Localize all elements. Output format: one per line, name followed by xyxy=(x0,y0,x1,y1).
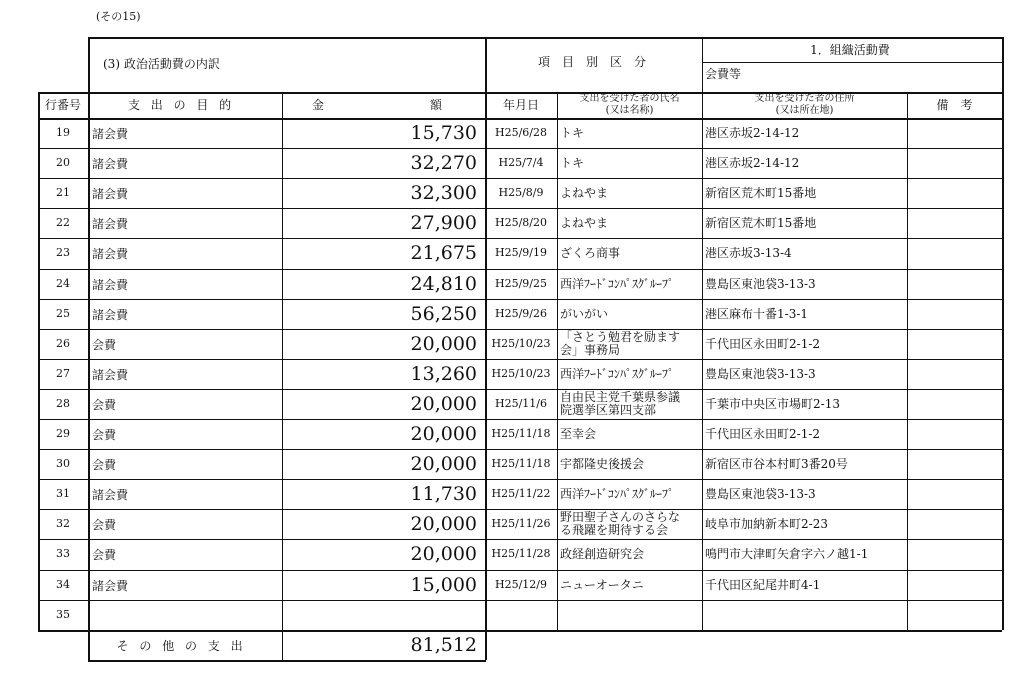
col-header-date: 年月日 xyxy=(502,98,539,112)
row-number: 28 xyxy=(56,396,70,410)
purpose-col-line xyxy=(88,37,90,660)
row-purpose: 諸会費 xyxy=(92,187,129,202)
row-number: 22 xyxy=(56,216,70,230)
row-payee-name: 西洋ﾌｰﾄﾞｺﾝﾊﾟｽｸﾞﾙｰﾌﾟ xyxy=(560,487,675,502)
row-line xyxy=(38,299,1002,300)
row-payee-address: 港区赤坂2-14-12 xyxy=(705,126,800,141)
row-date: H25/10/23 xyxy=(491,336,551,350)
row-payee-name: よねやま xyxy=(560,216,609,231)
row-amount: 32,300 xyxy=(410,182,477,205)
row-date: H25/9/26 xyxy=(495,306,547,320)
row-number: 21 xyxy=(56,186,70,200)
row-amount: 21,675 xyxy=(410,242,477,265)
row-purpose: 諸会費 xyxy=(92,217,129,232)
row-date: H25/6/28 xyxy=(495,126,547,140)
remarks-col-line xyxy=(907,92,908,630)
row-amount: 56,250 xyxy=(410,302,477,325)
row-number: 33 xyxy=(56,547,70,561)
row-amount: 20,000 xyxy=(410,392,477,415)
row-purpose: 諸会費 xyxy=(92,157,129,172)
row-line xyxy=(38,539,1002,540)
row-date: H25/11/22 xyxy=(491,487,551,501)
row-payee-address: 港区麻布十番1-3-1 xyxy=(705,306,809,321)
row-payee-name: 野田聖子さんのさらな xyxy=(560,510,681,525)
row-amount: 20,000 xyxy=(410,332,477,355)
row-amount: 15,000 xyxy=(410,573,477,596)
row-payee-name: トキ xyxy=(560,156,585,171)
row-amount: 11,730 xyxy=(410,483,477,506)
row-line xyxy=(38,208,1002,209)
row-payee-address: 豊島区東池袋3-13-3 xyxy=(705,487,816,502)
row-date: H25/11/28 xyxy=(491,547,551,561)
row-date: H25/8/9 xyxy=(498,186,544,200)
row-amount: 20,000 xyxy=(410,513,477,536)
row-purpose: 諸会費 xyxy=(92,488,129,503)
row-purpose: 会費 xyxy=(92,548,117,563)
col-header-name-2: (又は名称) xyxy=(605,105,654,116)
row-line xyxy=(38,479,1002,480)
row-line xyxy=(38,329,1002,330)
section-title: (3) 政治活動費の内訳 xyxy=(103,57,220,71)
col-header-address-1: 支出を受けた者の住所 xyxy=(754,93,855,104)
row-number: 24 xyxy=(56,276,70,290)
row-number: 19 xyxy=(56,126,70,140)
row-date: H25/11/18 xyxy=(491,427,551,441)
row-purpose: 諸会費 xyxy=(92,127,129,142)
row-line xyxy=(38,238,1002,239)
row-date: H25/11/26 xyxy=(491,517,551,531)
row-line xyxy=(38,389,1002,390)
address-col-line xyxy=(702,37,703,630)
col-header-amount-2: 額 xyxy=(430,98,443,112)
row-payee-address: 港区赤坂2-14-12 xyxy=(705,156,800,171)
row-purpose: 諸会費 xyxy=(92,277,129,292)
row-purpose: 諸会費 xyxy=(92,367,129,382)
row-amount: 13,260 xyxy=(410,362,477,385)
row-number: 32 xyxy=(56,517,70,531)
row-purpose: 諸会費 xyxy=(92,578,129,593)
category-main: 1．組織活動費 xyxy=(810,43,890,57)
row-number: 31 xyxy=(56,487,70,501)
row-payee-name-2: 会」事務局 xyxy=(560,342,621,357)
category-sub: 会費等 xyxy=(705,67,742,81)
row-payee-name: 政経創造研究会 xyxy=(560,547,645,562)
col-header-remarks: 備 考 xyxy=(936,98,973,112)
col-header-address-2: (又は所在地) xyxy=(775,105,834,116)
row-amount: 20,000 xyxy=(410,543,477,566)
row-amount: 24,810 xyxy=(410,272,477,295)
row-purpose: 会費 xyxy=(92,518,117,533)
other-expenses-amount: 81,512 xyxy=(410,633,477,656)
category-heading: 項 目 別 区 分 xyxy=(537,55,646,69)
row-payee-name: ニューオータニ xyxy=(560,577,644,592)
row-payee-address: 港区赤坂3-13-4 xyxy=(705,246,792,261)
row-number: 26 xyxy=(56,336,70,350)
row-line xyxy=(38,178,1002,179)
row-line xyxy=(38,630,1002,632)
row-payee-address: 新宿区荒木町15番地 xyxy=(705,216,817,231)
row-line xyxy=(38,570,1002,571)
row-date: H25/11/18 xyxy=(491,457,551,471)
row-payee-name: ざくろ商事 xyxy=(560,246,621,261)
row-number: 20 xyxy=(56,156,70,170)
row-amount: 20,000 xyxy=(410,453,477,476)
row-number: 29 xyxy=(56,427,70,441)
other-expenses-label: その他の支出 xyxy=(116,638,254,653)
row-purpose: 会費 xyxy=(92,428,117,443)
col-header-row-no: 行番号 xyxy=(44,98,81,112)
page-label: (その15) xyxy=(96,10,141,23)
row-payee-name: 西洋ﾌｰﾄﾞｺﾝﾊﾟｽｸﾞﾙｰﾌﾟ xyxy=(560,366,675,381)
row-purpose: 諸会費 xyxy=(92,247,129,262)
row-purpose: 会費 xyxy=(92,458,117,473)
row-purpose: 諸会費 xyxy=(92,307,129,322)
row-date: H25/9/25 xyxy=(495,276,547,290)
row-payee-name: 自由民主党千葉県参議 xyxy=(560,389,681,404)
row-payee-name: 西洋ﾌｰﾄﾞｺﾝﾊﾟｽｸﾞﾙｰﾌﾟ xyxy=(560,276,675,291)
header-top-line xyxy=(88,37,1002,39)
row-payee-address: 豊島区東池袋3-13-3 xyxy=(705,276,816,291)
row-date: H25/8/20 xyxy=(495,216,547,230)
col-header-name-1: 支出を受けた者の氏名 xyxy=(579,93,680,104)
row-date: H25/10/23 xyxy=(491,366,551,380)
right-border xyxy=(1002,37,1004,630)
row-payee-address: 岐阜市加納新本町2-23 xyxy=(705,517,828,532)
row-purpose: 会費 xyxy=(92,397,117,412)
row-payee-name-2: る飛躍を期待する会 xyxy=(560,523,669,538)
row-date: H25/7/4 xyxy=(498,156,544,170)
row-purpose: 会費 xyxy=(92,337,117,352)
row-date: H25/11/6 xyxy=(495,396,547,410)
row-line xyxy=(38,419,1002,420)
row-number: 25 xyxy=(56,306,70,320)
summary-bottom-line xyxy=(88,660,486,662)
row-payee-address: 千代田区永田町2-1-2 xyxy=(705,336,821,351)
row-number: 35 xyxy=(56,607,70,621)
row-payee-address: 新宿区市谷本村町3番20号 xyxy=(705,457,848,472)
header-bottom-line xyxy=(38,118,1002,120)
row-number: 23 xyxy=(56,246,70,260)
row-payee-name: 至幸会 xyxy=(560,427,597,442)
row-payee-name-2: 院選挙区第四支部 xyxy=(560,402,657,417)
row-payee-name: トキ xyxy=(560,126,585,141)
row-date: H25/9/19 xyxy=(495,246,547,260)
row-line xyxy=(38,509,1002,510)
row-line xyxy=(38,359,1002,360)
row-payee-name: がいがい xyxy=(560,306,609,321)
row-date: H25/12/9 xyxy=(495,577,547,591)
col-header-purpose: 支出の目的 xyxy=(127,98,242,112)
row-number: 30 xyxy=(56,457,70,471)
row-line xyxy=(38,600,1002,601)
row-amount: 27,900 xyxy=(410,212,477,235)
row-amount: 15,730 xyxy=(410,122,477,145)
row-line xyxy=(38,269,1002,270)
category-divider xyxy=(702,62,1002,63)
row-amount: 32,270 xyxy=(410,152,477,175)
col-header-amount-1: 金 xyxy=(312,98,325,112)
row-amount: 20,000 xyxy=(410,423,477,446)
row-payee-name: よねやま xyxy=(560,186,609,201)
row-payee-name: 「さとう勉君を励ます xyxy=(560,329,681,344)
row-payee-address: 新宿区荒木町15番地 xyxy=(705,186,817,201)
row-payee-address: 千葉市中央区市場町2-13 xyxy=(705,396,840,411)
row-payee-address: 千代田区紀尾井町4-1 xyxy=(705,577,821,592)
row-payee-address: 豊島区東池袋3-13-3 xyxy=(705,366,816,381)
row-number: 34 xyxy=(56,577,70,591)
row-number: 27 xyxy=(56,366,70,380)
row-line xyxy=(38,449,1002,450)
row-payee-address: 鳴門市大津町矢倉字六ノ越1-1 xyxy=(705,547,869,562)
row-payee-address: 千代田区永田町2-1-2 xyxy=(705,427,821,442)
row-payee-name: 宇都隆史後援会 xyxy=(560,457,645,472)
name-col-line xyxy=(557,92,558,630)
row-line xyxy=(38,148,1002,149)
